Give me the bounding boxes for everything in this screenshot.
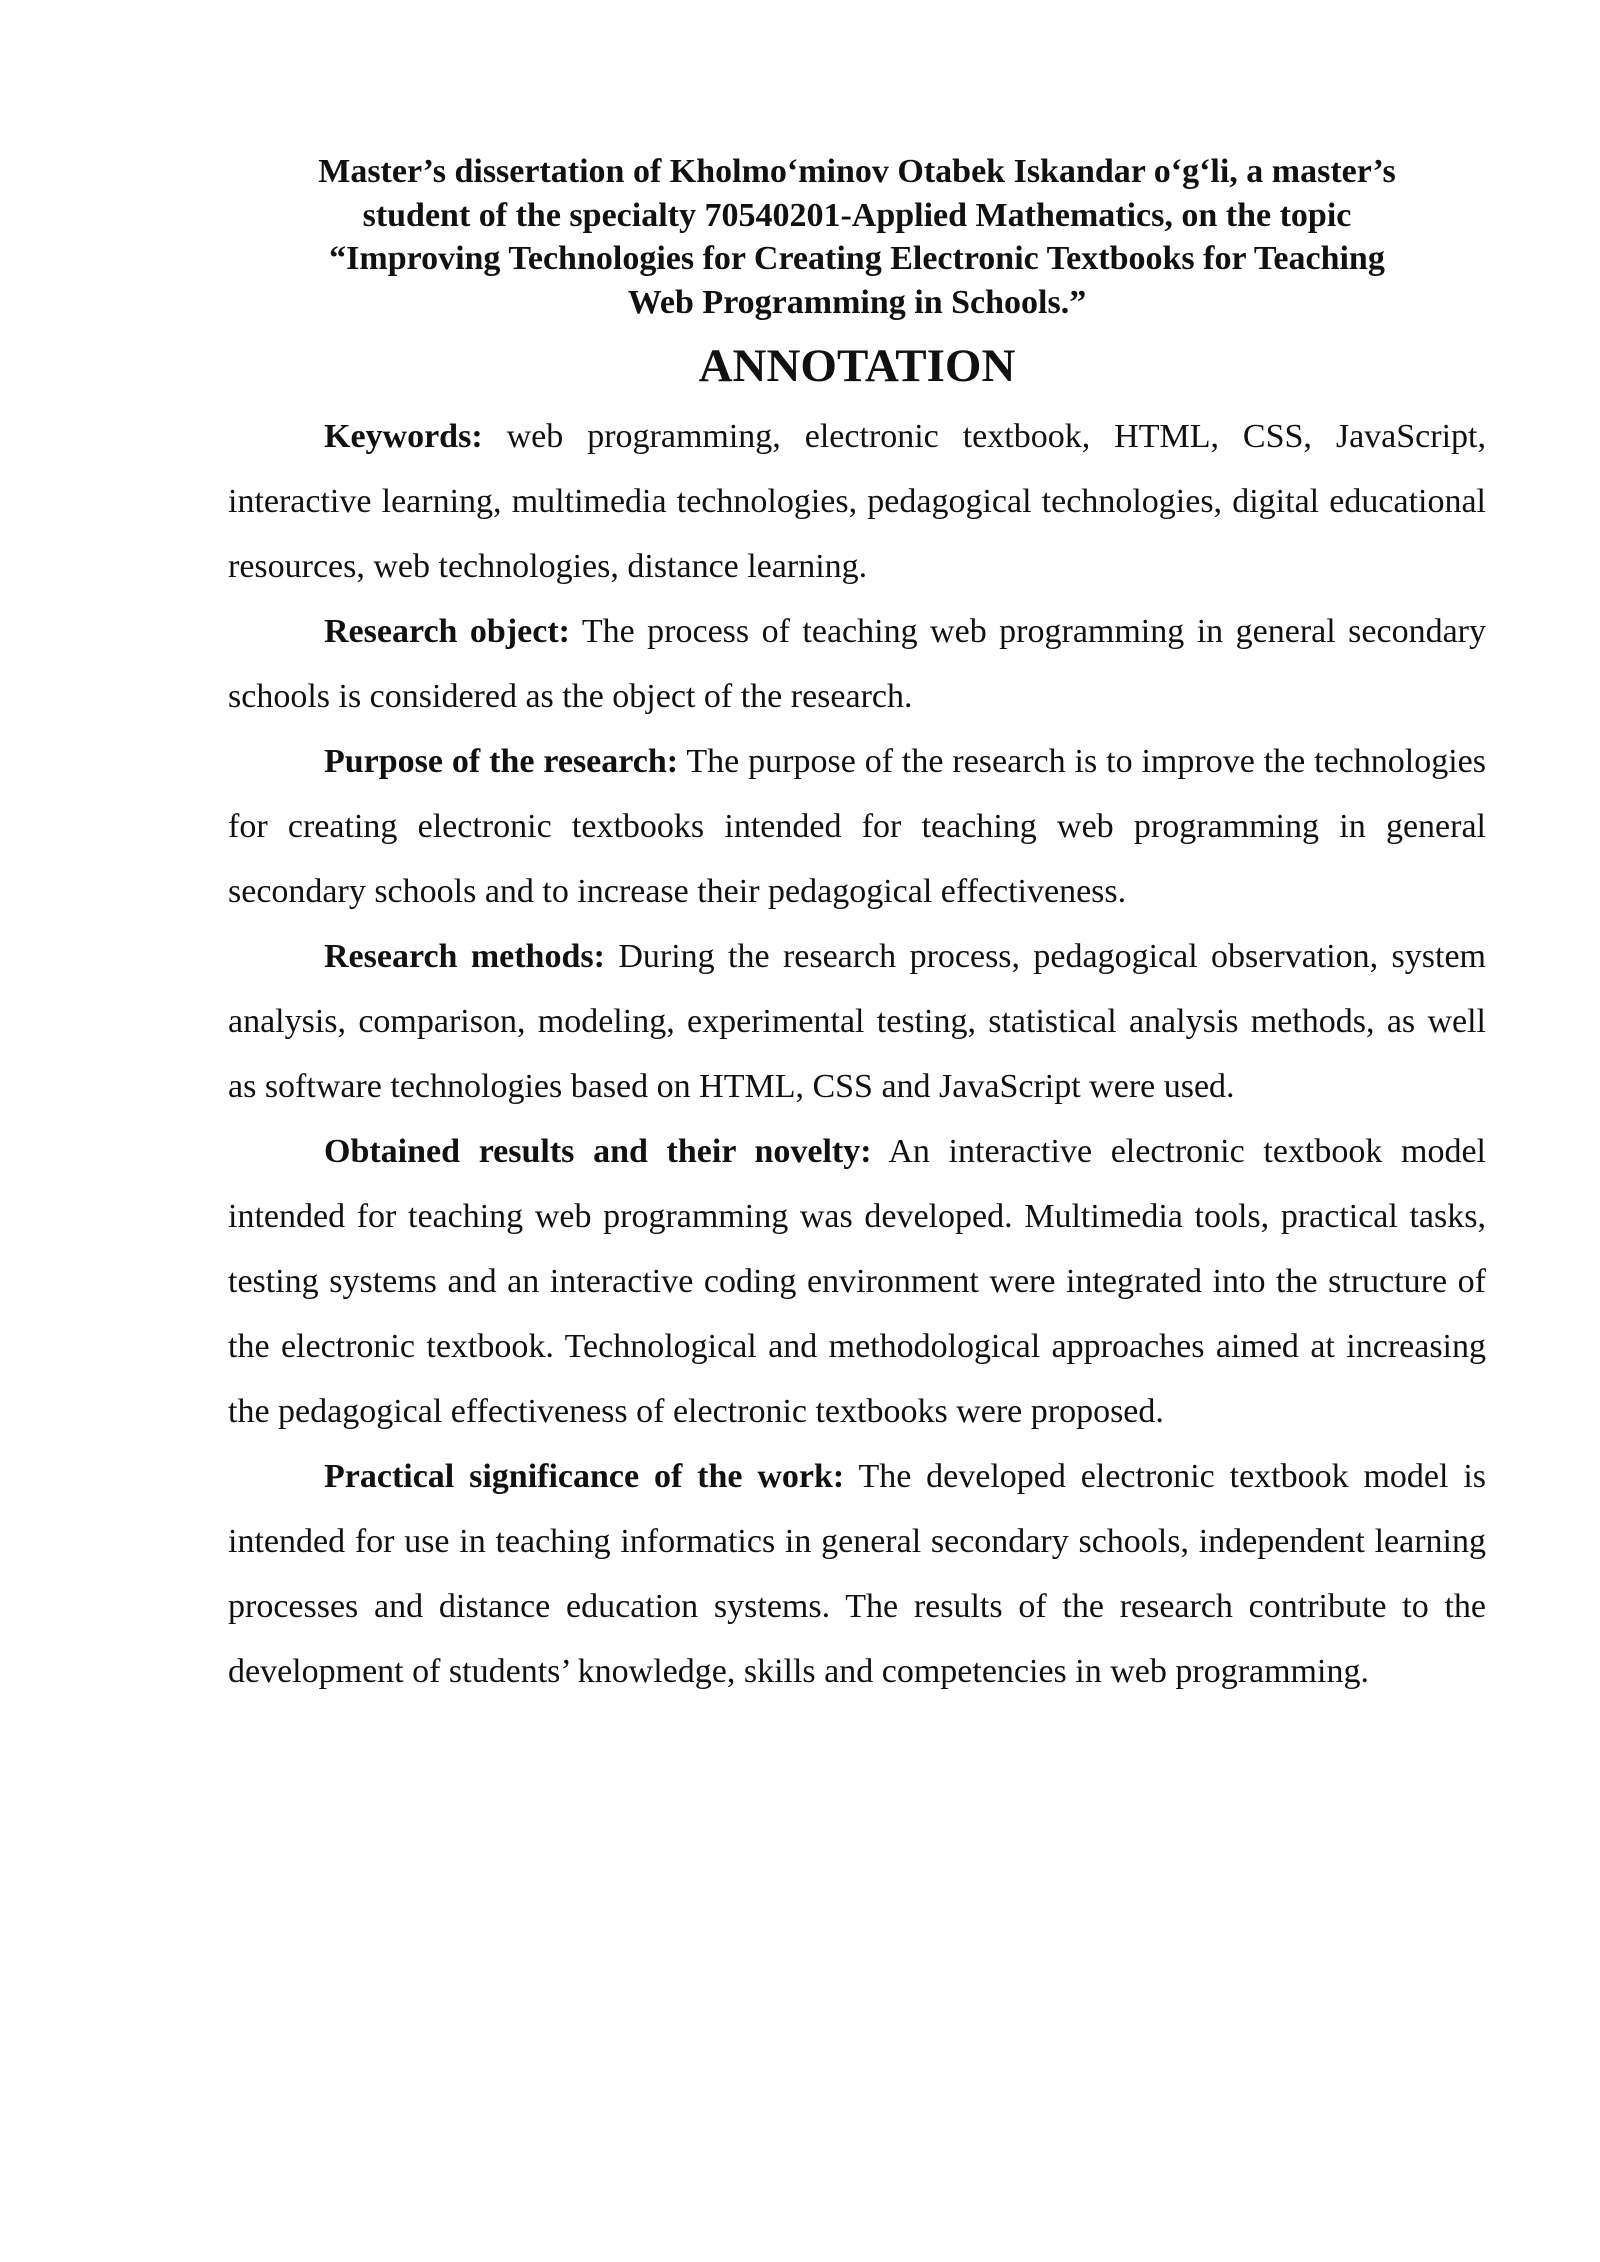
- header-line: Web Programming in Schools.”: [627, 283, 1087, 321]
- section-text: The purpose of the research is to improve the technologies for creating electronic textbooks intended for teaching web programming in general secondary schools and to increase their pedagogical effectiveness.: [228, 743, 1486, 910]
- practical-significance-section: [228, 1444, 1486, 1704]
- annotation-title: ANNOTATION: [698, 340, 1016, 392]
- section-label: Research object:: [324, 613, 570, 650]
- header-line: student of the specialty 70540201-Applied Mathematics, on the topic: [362, 196, 1352, 234]
- section-text: The process of teaching web programming in general secondary schools is considered as the object of the research.: [228, 613, 1486, 715]
- header-line: Master’s dissertation of Kholmo‘minov Otabek Iskandar o‘g‘li, a master’s: [318, 153, 1396, 190]
- dissertation-header: [228, 150, 1486, 324]
- results-novelty-section: [228, 1119, 1486, 1444]
- section-label: Research methods:: [324, 938, 605, 975]
- section-label: Keywords:: [324, 418, 483, 455]
- section-text: The developed electronic textbook model is intended for use in teaching informatics in general secondary schools, independent learning processes and distance education systems. The results of the research contribute to the development of students’ knowledge, skills and competencies in web programming.: [228, 1458, 1486, 1690]
- keywords-section: [228, 404, 1486, 599]
- document-page: [228, 150, 1486, 1704]
- section-label: Purpose of the research:: [324, 743, 679, 780]
- research-object-section: [228, 599, 1486, 729]
- section-text: web programming, electronic textbook, HTML, CSS, JavaScript, interactive learning, multimedia technologies, pedagogical technologies, digital educational resources, web technologies, distance learning.: [228, 418, 1486, 585]
- research-purpose-section: [228, 729, 1486, 924]
- header-line: “Improving Technologies for Creating Electronic Textbooks for Teaching: [329, 240, 1385, 277]
- section-text: An interactive electronic textbook model intended for teaching web programming was developed. Multimedia tools, practical tasks, testing systems and an interactive coding environment were integrated into the structure of the electronic textbook. Technological and methodological approaches aimed at increasing the pedagogical effectiveness of electronic textbooks were proposed.: [228, 1133, 1487, 1430]
- research-methods-section: [228, 924, 1486, 1119]
- section-text: During the research process, pedagogical observation, system analysis, comparison, modeling, experimental testing, statistical analysis methods, as well as software technologies based on HTML, CSS and JavaScript were used.: [228, 938, 1486, 1105]
- section-label: Practical significance of the work:: [324, 1458, 845, 1495]
- section-label: Obtained results and their novelty:: [324, 1133, 872, 1170]
